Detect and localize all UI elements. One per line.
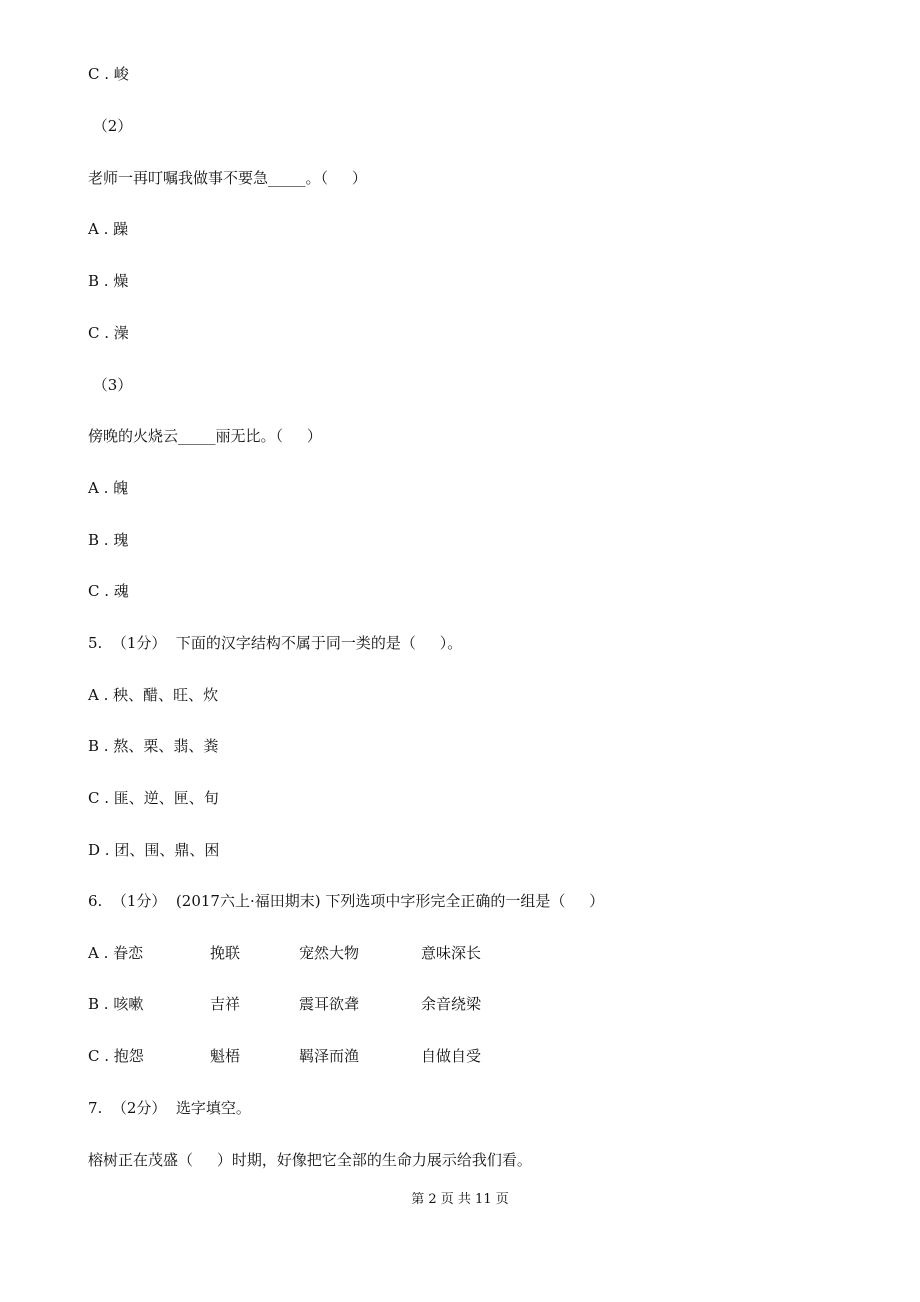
option-b: B . 燥 bbox=[88, 272, 129, 290]
option-c: C . 澡 bbox=[88, 324, 129, 342]
subquestion-3-label: （3） bbox=[88, 376, 133, 394]
question-5-title: 5. （1分） 下面的汉字结构不属于同一类的是（ ）。 bbox=[88, 634, 463, 652]
q6-option-word: 吉祥 bbox=[210, 995, 241, 1013]
q6-option-label: B . 咳嗽 bbox=[88, 995, 144, 1013]
option-c: C . 匪、逆、匣、旬 bbox=[88, 789, 219, 807]
question-7-text: 榕树正在茂盛（ ）时期，好像把它全部的生命力展示给我们看。 bbox=[88, 1151, 532, 1169]
option-c: C . 魂 bbox=[88, 582, 129, 600]
question-7-title: 7. （2分） 选字填空。 bbox=[88, 1099, 251, 1117]
line-c-jun: C . 峻 bbox=[88, 65, 129, 83]
q6-option-word: 震耳欲聋 bbox=[299, 995, 360, 1013]
subquestion-2-label: （2） bbox=[88, 117, 133, 135]
q6-option-label: A . 眷恋 bbox=[88, 944, 144, 962]
q6-option-row bbox=[88, 1046, 482, 1066]
q6-option-word: 宠然大物 bbox=[299, 944, 360, 962]
q6-option-label: C . 抱怨 bbox=[88, 1047, 144, 1065]
option-a: A . 魄 bbox=[88, 479, 129, 497]
subquestion-3-text: 傍晚的火烧云_____丽无比。（ ） bbox=[88, 427, 322, 445]
q6-option-word: 羁泽而渔 bbox=[299, 1047, 360, 1065]
q6-option-row bbox=[88, 943, 482, 963]
option-b: B . 瑰 bbox=[88, 531, 129, 549]
page-footer: 第 2 页 共 11 页 bbox=[411, 1192, 509, 1207]
option-b: B . 熬、栗、翡、粪 bbox=[88, 737, 219, 755]
q6-option-word: 余音绕梁 bbox=[421, 995, 482, 1013]
option-d: D . 团、围、鼎、困 bbox=[88, 841, 220, 859]
q6-option-row bbox=[88, 994, 482, 1014]
question-6-title: 6. （1分） (2017六上·福田期末) 下列选项中字形完全正确的一组是（ ） bbox=[88, 892, 605, 910]
q6-option-word: 自做自受 bbox=[421, 1047, 482, 1065]
option-a: A . 秧、醋、旺、炊 bbox=[88, 686, 219, 704]
q6-option-word: 意味深长 bbox=[421, 944, 482, 962]
subquestion-2-text: 老师一再叮嘱我做事不要急_____。（ ） bbox=[88, 169, 367, 187]
q6-option-word: 魁梧 bbox=[210, 1047, 241, 1065]
q6-option-word: 挽联 bbox=[210, 944, 241, 962]
option-a: A . 躁 bbox=[88, 220, 129, 238]
